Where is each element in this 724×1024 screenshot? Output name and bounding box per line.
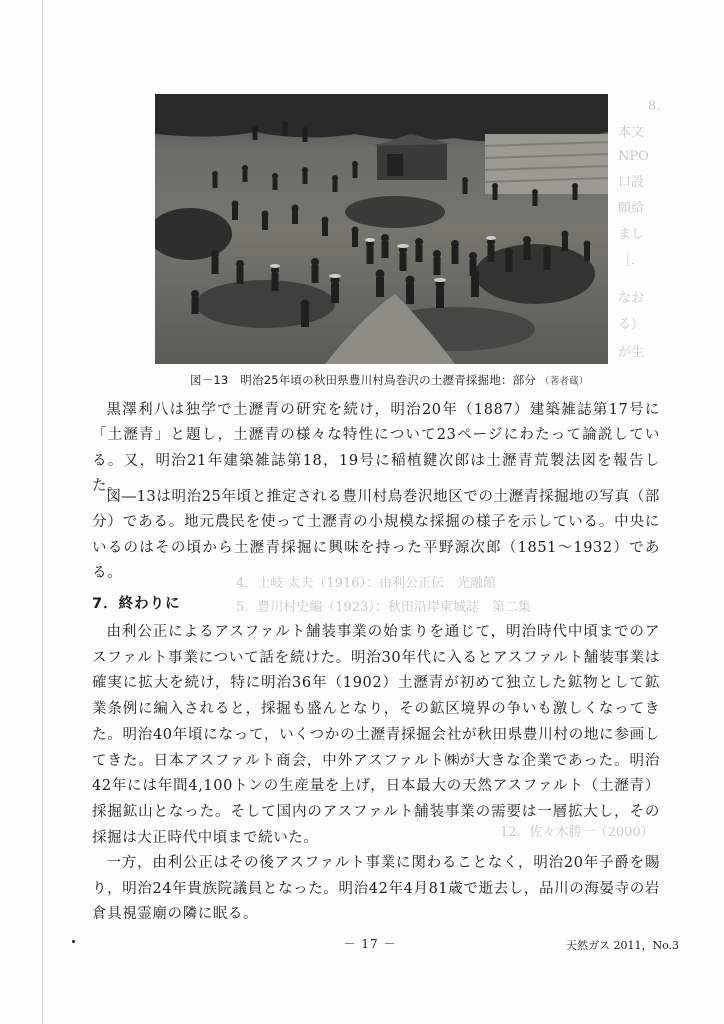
- paragraph-kurosawa: 黒澤利八は独学で土瀝青の研究を続け，明治20年（1887）建築雑誌第17号に「土瀝青」と題し，土瀝青の様々な特性について23ページにわたって論説している。又，明治21年建築雑誌第18，19号に稲植鍵次郎は土瀝青荒製法図を報告した。: [92, 402, 660, 494]
- bleed-through-text: 願給: [618, 201, 645, 216]
- paragraph-conclusion: 由利公正によるアスファルト舗装事業の始まりを通じて，明治時代中頃までのアスファルト事業について話を続けた。明治30年代に入るとアスファルト舗装事業は確実に拡大を続け，特に明治36年（1902）土瀝青が初めて独立した鉱物として鉱業条例に編入されると，採掘も盛んとなり，その鉱区境界の争いも激しくなってきた。明治40年頃になって，いくつかの土瀝青採掘会社が秋田県豊川村の地に参画してきた。日本アスファルト商会，中外アスファルト㈱が大きな企業であった。明治42年には年間4,100トンの生産量を上げ，日本最大の天然アスファルト（土瀝青）採掘鉱山となった。そして国内のアスファルト舗装事業の需要は一層拡大し，その採掘は大正時代中頃まで続いた。: [92, 624, 660, 846]
- bleed-through-text: 4．土岐 太夫（1916）：由利公正伝 光融館: [236, 576, 496, 591]
- bleed-through-text: 12．佐々木勝一（2000）: [500, 825, 654, 840]
- journal-footer: 天然ガス 2011，No.3: [566, 939, 680, 952]
- page-edge: [42, 0, 43, 1024]
- bleed-through-text: NPO: [618, 149, 649, 164]
- bleed-through-text: まし: [618, 227, 645, 242]
- bleed-through-text: が生: [618, 345, 645, 360]
- excavation-photo: [155, 94, 608, 364]
- figure-owner-note: （著者蔵）: [540, 376, 589, 387]
- bleed-through-text: なお: [618, 291, 645, 306]
- bleed-through-text: ［．: [618, 253, 645, 268]
- figure-caption: [190, 372, 610, 388]
- paragraph-figure-description: 図―13は明治25年頃と推定される豊川村鳥巻沢地区での土瀝青採掘地の写真（部分）である。地元農民を使って土瀝青の小規模な採掘の様子を示している。中央にいるのはその頃から土瀝青採掘に興味を持った平野源次郎（1851～1932）である。: [92, 489, 660, 581]
- page-number: － 17 －: [343, 937, 397, 951]
- figure-label: 図－13: [190, 373, 229, 387]
- figure-caption-text: 明治25年頃の秋田県豊川村鳥巻沢の土瀝青採掘地：部分: [240, 373, 537, 387]
- section-heading: 7．終わりに: [92, 596, 181, 612]
- bleed-through-text: 5．豊川村史編（1923）：秋田沿岸東城誌 第二集: [236, 600, 531, 615]
- margin-mark: [72, 940, 75, 943]
- bleed-through-text: 口設: [618, 175, 645, 190]
- excavation-photo-image: [155, 94, 608, 364]
- bleed-through-text: 本文: [618, 125, 645, 140]
- bleed-through-text: 8．: [648, 99, 670, 114]
- paragraph-yuri-kimimasa: 一方，由利公正はその後アスファルト事業に関わることなく，明治20年子爵を賜り，明治24年貴族院議員となった。明治42年4月81歳で逝去し，品川の海晏寺の岩倉具視霊廟の隣に眠る。: [92, 855, 660, 923]
- bleed-through-text: る）: [618, 317, 645, 332]
